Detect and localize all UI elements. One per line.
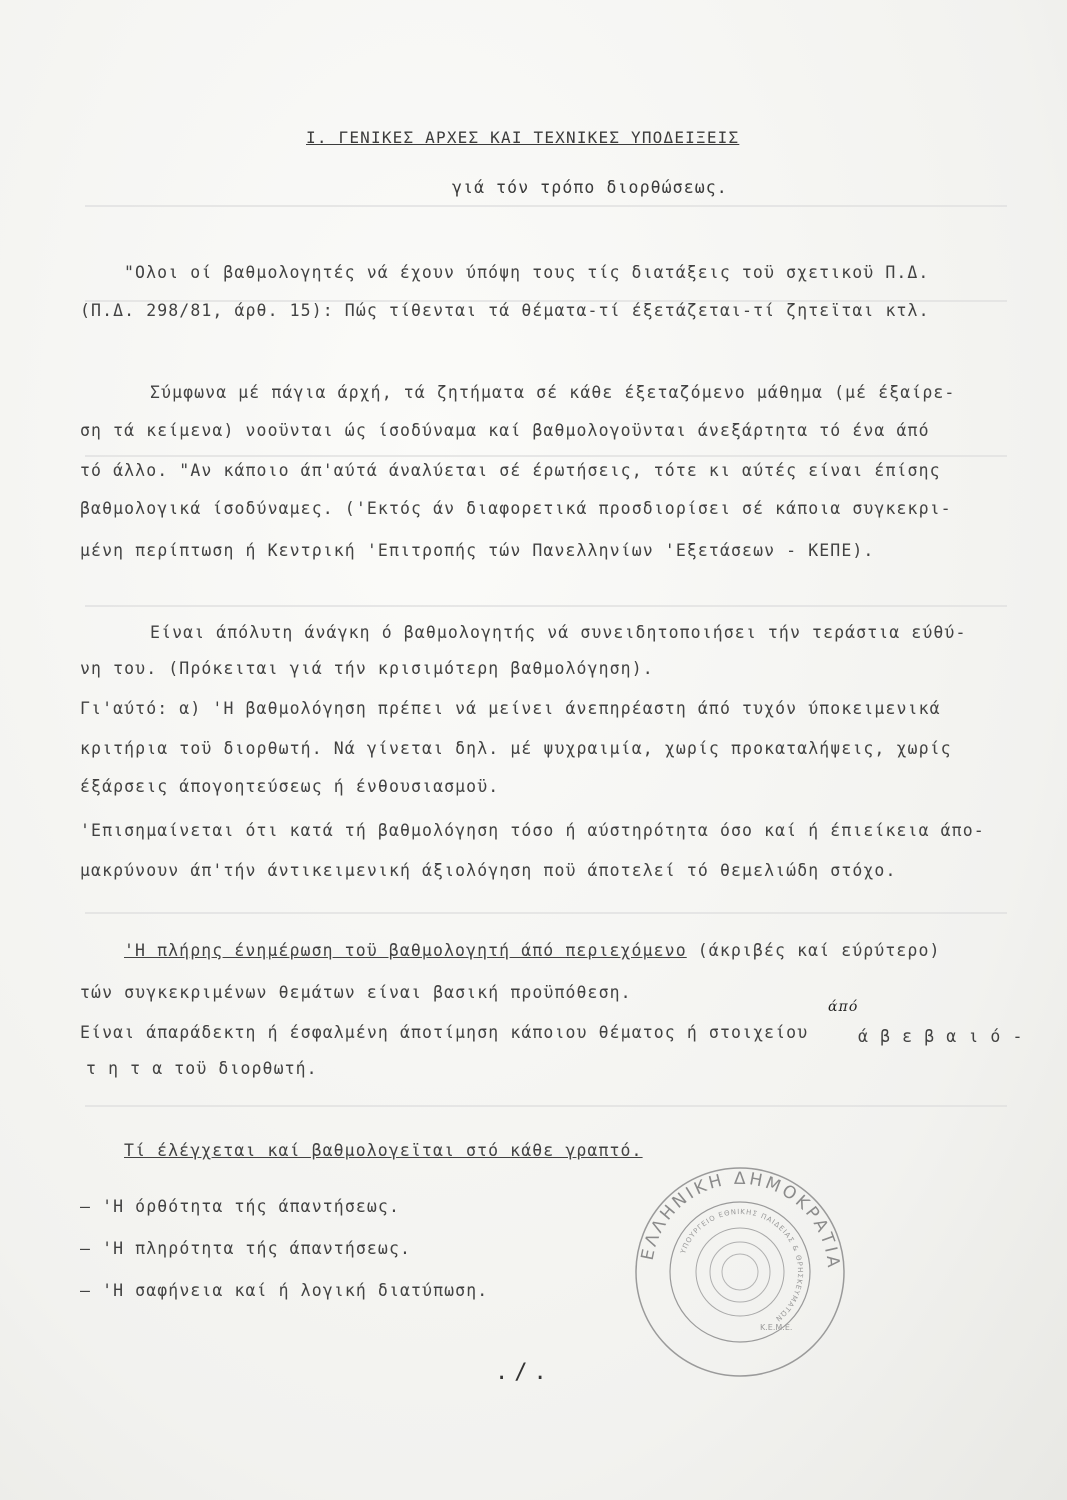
checklist-item-text: 'Η σαφήνεια καί ή λογική διατύπωση.: [102, 1281, 489, 1300]
checklist-item: [80, 1280, 488, 1302]
paragraph-4-first-line-rest: (άκριβές καί εύρύτερο): [686, 941, 941, 960]
dash-bullet: –: [80, 1197, 103, 1216]
stamp-code: Κ.Ε.Μ.Ε.: [760, 1323, 793, 1332]
checklist-item: [80, 1238, 411, 1260]
bleed-through-line: [85, 1105, 1007, 1107]
official-stamp: [630, 1162, 850, 1382]
underlined-phrase: 'Η πλήρης ένημέρωση τοϋ βαθμολογητή άπό περιεχόμενο: [124, 941, 687, 960]
paragraph-2-line: ση τά κείμενα) νοοϋνται ώς ίσοδύναμα καί βαθμολογοϋνται άνεξάρτητα τό ένα άπό: [80, 421, 930, 440]
paragraph-2-line: τό άλλο. "Αν κάποιο άπ'αύτά άναλύεται σέ έρωτήσεις, τότε κι αύτές είναι έπίσης: [80, 461, 941, 480]
checklist-item: [80, 1196, 400, 1218]
document-subtitle: γιά τόν τρόπο διορθώσεως.: [452, 178, 728, 197]
paragraph-2-line: μένη περίπτωση ή Κεντρική 'Επιτροπής τών Πανελληνίων 'Εξετάσεων - ΚΕΠΕ).: [80, 541, 875, 560]
paragraph-3-line: Γι'αύτό: α) 'Η βαθμολόγηση πρέπει νά μείνει άνεπηρέαστη άπό τυχόν ύποκειμενικά: [80, 699, 941, 718]
dash-bullet: –: [80, 1239, 103, 1258]
stamp-outer-text: ΕΛΛΗΝΙΚΗ ΔΗΜΟΚΡΑΤΙΑ: [637, 1168, 844, 1272]
stamp-inner-text: ΥΠΟΥΡΓΕΙΟ ΕΘΝΙΚΗΣ ΠΑΙΔΕΙΑΣ & ΘΡΗΣΚΕΥΜΑΤΩΝ: [679, 1207, 805, 1324]
bleed-through-line: [85, 912, 1007, 914]
paragraph-3-line: κριτήρια τοϋ διορθωτή. Νά γίνεται δηλ. μέ ψυχραιμία, χωρίς προκαταλήψεις, χωρίς: [80, 739, 952, 758]
checklist-item-text: 'Η όρθότητα τής άπαντήσεως.: [102, 1197, 400, 1216]
svg-text:ΕΛΛΗΝΙΚΗ ΔΗΜΟΚΡΑΤΙΑ: [638, 1169, 843, 1271]
paragraph-3-line: νη του. (Πρόκειται γιά τήν κρισιμότερη βαθμολόγηση).: [80, 659, 654, 678]
paragraph-3-line: μακρύνουν άπ'τήν άντικειμενική άξιολόγηση ποϋ άποτελεί τό θεμελιώδη στόχο.: [80, 861, 897, 880]
paragraph-4-first-line: [124, 940, 941, 962]
paragraph-2-line: βαθμολογικά ίσοδύναμες. ('Εκτός άν διαφορετικά προσδιορίσει σέ κάποια συγκεκρι-: [80, 499, 952, 518]
paragraph-3-line: Είναι άπόλυτη άνάγκη ό βαθμολογητής νά συνειδητοποιήσει τήν τεράστια εύθύ-: [150, 623, 967, 642]
paragraph-1-line: "Ολοι οί βαθμολογητές νά έχουν ύπόψη τους τίς διατάξεις τοϋ σχετικοϋ Π.Δ.: [124, 263, 930, 282]
document-title: Ι. ΓΕΝΙΚΕΣ ΑΡΧΕΣ ΚΑΙ ΤΕΧΝΙΚΕΣ ΥΠΟΔΕΙΞΕΙΣ: [306, 128, 740, 147]
paragraph-1-line: (Π.Δ. 298/81, άρθ. 15): Πώς τίθενται τά θέματα-τί έξετάζεται-τί ζητεϊται κτλ.: [80, 301, 930, 320]
page-continuation-mark: ./.: [495, 1360, 553, 1385]
paragraph-4-line: τών συγκεκριμένων θεμάτων είναι βασική προϋπόθεση.: [80, 983, 632, 1002]
spaced-word: ά β ε β α ι ό -: [858, 1027, 1024, 1046]
handwritten-note: άπό: [828, 999, 859, 1015]
paragraph-4-line: τ η τ α τοϋ διορθωτή.: [86, 1059, 318, 1078]
paragraph-3-line: 'Επισημαίνεται ότι κατά τή βαθμολόγηση τόσο ή αύστηρότητα όσο καί ή έπιείκεια άπο-: [80, 821, 985, 840]
paragraph-2-line: Σύμφωνα μέ πάγια άρχή, τά ζητήματα σέ κάθε έξεταζόμενο μάθημα (μέ έξαίρε-: [150, 383, 956, 402]
bleed-through-line: [85, 455, 1007, 457]
svg-text:ΥΠΟΥΡΓΕΙΟ ΕΘΝΙΚΗΣ ΠΑΙΔΕΙΑΣ & Θ: [679, 1208, 804, 1323]
bleed-through-line: [85, 605, 1007, 607]
dash-bullet: –: [80, 1281, 103, 1300]
bleed-through-line: [85, 205, 1007, 207]
paragraph-4-line: Είναι άπαράδεκτη ή έσφαλμένη άποτίμηση κάποιου θέματος ή στοιχείου: [80, 1023, 809, 1042]
paragraph-3-line: έξάρσεις άπογοητεύσεως ή ένθουσιασμοϋ.: [80, 777, 500, 796]
checklist-item-text: 'Η πληρότητα τής άπαντήσεως.: [102, 1239, 412, 1258]
checklist-heading: Τί έλέγχεται καί βαθμολογεϊται στό κάθε γραπτό.: [124, 1141, 643, 1160]
